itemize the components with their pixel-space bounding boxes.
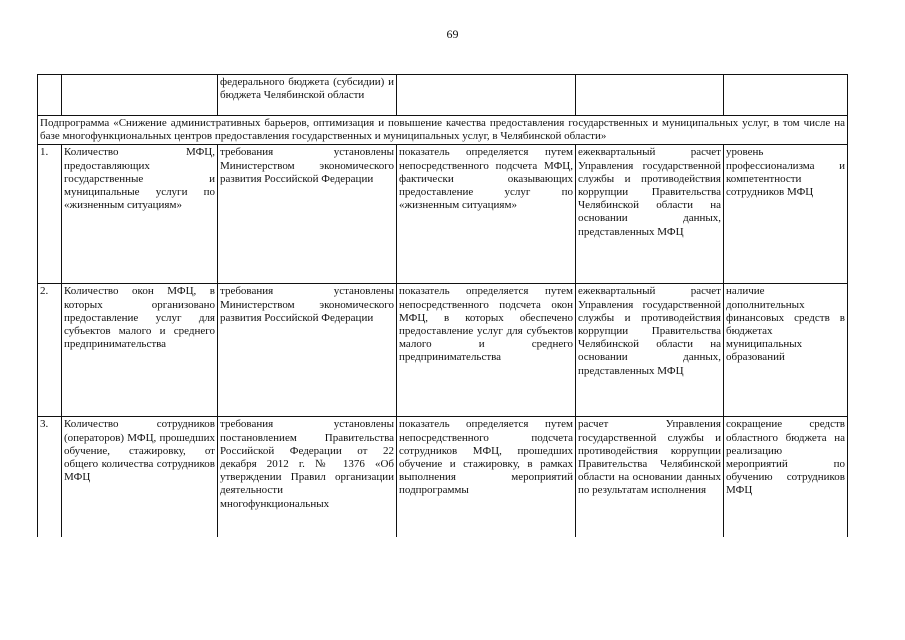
row-number: 2. bbox=[38, 284, 62, 417]
source-cell: расчет Управления государственной службы и противодействия коррупции Правительства Челябинской области на основании данных по результатам исполнения bbox=[576, 417, 724, 538]
row-number: 1. bbox=[38, 145, 62, 284]
table-cell bbox=[397, 75, 576, 116]
indicator-cell: Количество окон МФЦ, в которых организовано предоставление услуг для субъектов малого и среднего предпринимательства bbox=[62, 284, 218, 417]
table-cell bbox=[724, 75, 848, 116]
table-row-continuation bbox=[38, 75, 848, 116]
requirements-cell: требования установлены Министерством экономического развития Российской Федерации bbox=[218, 145, 397, 284]
subprogram-title: Подпрограмма «Снижение административных барьеров, оптимизация и повышение качества предоставления государственных и муниципальных услуг, в том числе на базе многофункциональных центров предоставления государственных и муниципальных услуг, в Челябинской области» bbox=[38, 116, 848, 145]
table-row bbox=[38, 417, 848, 538]
factors-cell: наличие дополнительных финансовых средств в бюджетах муниципальных образований bbox=[724, 284, 848, 417]
row-number: 3. bbox=[38, 417, 62, 538]
method-cell: показатель определяется путем непосредственного подсчета сотрудников МФЦ, прошедших обучение и стажировку, в рамках выполнения мероприятий подпрограммы bbox=[397, 417, 576, 538]
source-cell: ежеквартальный расчет Управления государственной службы и противодействия коррупции Правительства Челябинской области на основании данных, представленных МФЦ bbox=[576, 284, 724, 417]
indicator-cell: Количество сотрудников (операторов) МФЦ, прошедших обучение, стажировку, от общего количества сотрудников МФЦ bbox=[62, 417, 218, 538]
page-number: 69 bbox=[446, 27, 459, 41]
table-row bbox=[38, 145, 848, 284]
requirements-cell: требования установлены Министерством экономического развития Российской Федерации bbox=[218, 284, 397, 417]
requirements-cell: требования установлены постановлением Правительства Российской Федерации от 22 декабря 2012 г. № 1376 «Об утверждении Правил организации деятельности многофункциональных bbox=[218, 417, 397, 538]
subprogram-row bbox=[38, 116, 848, 145]
method-cell: показатель определяется путем непосредственного подсчета окон МФЦ, в которых обеспечено предоставление услуг для субъектов малого и среднего предпринимательства bbox=[397, 284, 576, 417]
factors-cell: сокращение средств областного бюджета на реализацию мероприятий по обучению сотрудников МФЦ bbox=[724, 417, 848, 538]
table-row bbox=[38, 284, 848, 417]
method-cell: показатель определяется путем непосредственного подсчета МФЦ, фактически оказывающих предоставление услуг по «жизненным ситуациям» bbox=[397, 145, 576, 284]
table-cell bbox=[62, 75, 218, 116]
table-cell: федерального бюджета (субсидии) и бюджета Челябинской области bbox=[218, 75, 397, 116]
table-cell bbox=[38, 75, 62, 116]
source-cell: ежеквартальный расчет Управления государственной службы и противодействия коррупции Правительства Челябинской области на основании данных, представленных МФЦ bbox=[576, 145, 724, 284]
table-cell bbox=[576, 75, 724, 116]
indicator-cell: Количество МФЦ, предоставляющих государственные и муниципальные услуги по «жизненным ситуациям» bbox=[62, 145, 218, 284]
factors-cell: уровень профессионализма и компетентности сотрудников МФЦ bbox=[724, 145, 848, 284]
indicators-table bbox=[37, 74, 848, 537]
